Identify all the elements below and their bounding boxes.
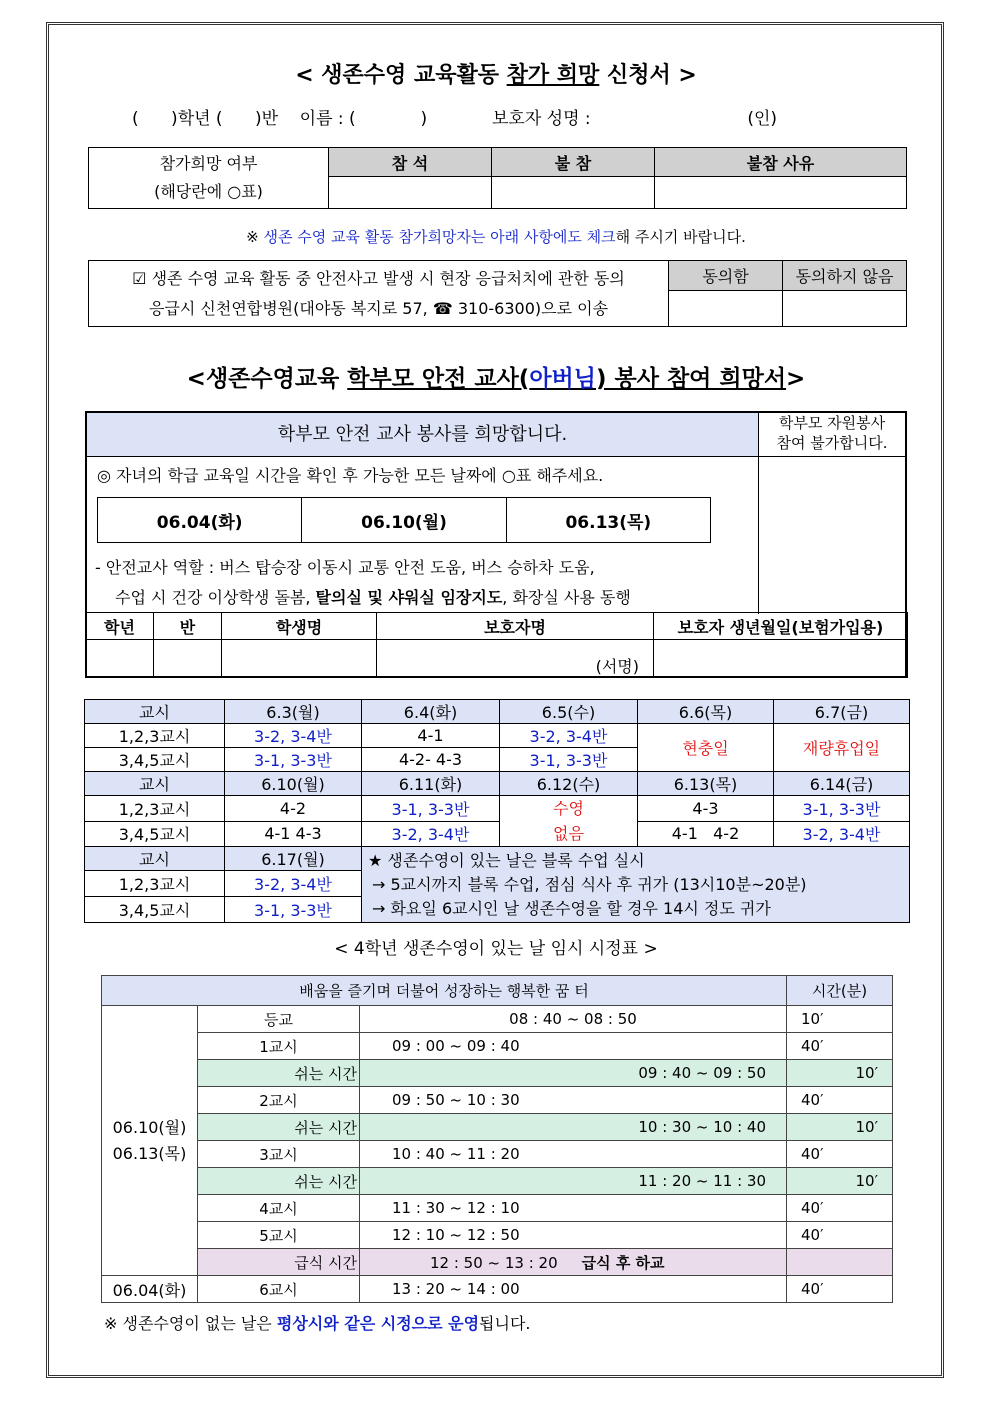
participation-table xyxy=(88,147,907,209)
date-option[interactable]: 06.13(목) xyxy=(506,498,710,543)
timetable-label: 쉬는 시간 xyxy=(198,1168,360,1195)
day-header: 6.14(금) xyxy=(774,772,910,796)
holiday-cell: 현충일 xyxy=(638,724,774,772)
disagree-cell[interactable] xyxy=(783,291,907,327)
day-header: 6.3(월) xyxy=(225,700,362,724)
timetable-dates xyxy=(102,1006,198,1276)
timetable-time: 08 : 40 ~ 08 : 50 xyxy=(360,1006,787,1033)
footer-blue: 평상시와 같은 시정으로 운영 xyxy=(276,1314,480,1333)
col-class: 반 xyxy=(154,613,222,640)
timetable-minutes: 40′ xyxy=(787,1222,893,1249)
timetable-time: 11 : 20 ~ 11 : 30 xyxy=(360,1168,787,1195)
disagree-header: 동의하지 않음 xyxy=(783,261,907,291)
volunteer-header: 학부모 안전 교사 봉사를 희망합니다. xyxy=(87,413,759,457)
period-label: 1,2,3교시 xyxy=(85,796,225,822)
timetable xyxy=(101,975,893,1303)
consent-line: 응급시 신천연합병원(대야동 복지로 57, ☎ 310-6300)으로 이송 xyxy=(148,298,609,318)
timetable-label: 1교시 xyxy=(198,1033,360,1060)
label-line: (해당란에 ○표) xyxy=(154,182,263,201)
class-schedule-table xyxy=(84,699,910,923)
notice-blue: 생존 수영 교육 활동 참가희망자는 아래 사항에도 체크 xyxy=(263,228,616,246)
lunch-time: 12 : 50 ~ 13 : 20 xyxy=(430,1253,558,1272)
period-label: 3,4,5교시 xyxy=(85,748,225,772)
timetable-date: 06.04(화) xyxy=(102,1276,198,1303)
timetable-label: 4교시 xyxy=(198,1195,360,1222)
lunch-note: 급식 후 하교 xyxy=(581,1253,665,1272)
schedule-cell: 3-1, 3-3반 xyxy=(500,748,638,772)
timetable-time: 12 : 10 ~ 12 : 50 xyxy=(360,1222,787,1249)
attend-header: 참 석 xyxy=(329,148,492,177)
guardian-cell[interactable]: (서명) xyxy=(377,640,654,678)
period-label: 1,2,3교시 xyxy=(85,871,225,897)
timetable-label: 3교시 xyxy=(198,1141,360,1168)
schedule-cell: 4-1 4-3 xyxy=(225,821,362,847)
title-underlined: 참가 희망 xyxy=(506,63,600,88)
schedule-cell: 3-2, 3-4반 xyxy=(225,724,362,748)
timetable-minutes: 10′ xyxy=(787,1006,893,1033)
title-text: < 생존수영 교육활동 xyxy=(295,63,507,88)
instruction-text: ◎ 자녀의 학급 교육일 시간을 확인 후 가능한 모든 날짜에 ○표 해주세요. xyxy=(97,466,604,485)
title-blue: 아버님 xyxy=(529,366,596,392)
note-line: ★ 생존수영이 있는 날은 블록 수업 실시 xyxy=(368,850,645,870)
footer-text: 됩니다. xyxy=(479,1314,531,1333)
timetable-minutes: 40′ xyxy=(787,1033,893,1060)
guardian-table xyxy=(85,612,908,678)
schedule-cell: 3-2, 3-4반 xyxy=(225,871,362,897)
holiday-cell: 재량휴업일 xyxy=(774,724,910,772)
timetable-time: 09 : 00 ~ 09 : 40 xyxy=(360,1033,787,1060)
period-label: 3,4,5교시 xyxy=(85,897,225,923)
timetable-footer xyxy=(104,1311,531,1334)
timetable-label: 2교시 xyxy=(198,1087,360,1114)
timetable-label: 5교시 xyxy=(198,1222,360,1249)
schedule-cell: 4-2 xyxy=(225,796,362,822)
timetable-label: 쉬는 시간 xyxy=(198,1060,360,1087)
timetable-minutes: 10′ xyxy=(787,1168,893,1195)
day-header: 6.5(수) xyxy=(500,700,638,724)
attend-cell[interactable] xyxy=(329,177,492,209)
timetable-label: 6교시 xyxy=(198,1276,360,1303)
title-text: ) 봉사 참여 희망서 xyxy=(595,366,787,392)
timetable-time: 10 : 30 ~ 10 : 40 xyxy=(360,1114,787,1141)
role-bold: 탈의실 및 샤워실 임장지도 xyxy=(315,588,503,607)
notice-tail: 해 주시기 바랍니다. xyxy=(615,228,746,246)
period-header: 교시 xyxy=(85,772,225,796)
timetable-minutes: 40′ xyxy=(787,1087,893,1114)
schedule-cell: 4-1 xyxy=(362,724,500,748)
form2-title xyxy=(0,360,992,393)
period-header: 교시 xyxy=(85,847,225,871)
col-birth: 보호자 생년월일(보험가입용) xyxy=(654,613,908,640)
timetable-caption: < 4학년 생존수영이 있는 날 임시 시정표 > xyxy=(334,939,658,959)
divider xyxy=(758,456,759,614)
schedule-cell: 3-1, 3-3반 xyxy=(362,796,500,822)
day-header: 6.7(금) xyxy=(774,700,910,724)
col-grade: 학년 xyxy=(86,613,154,640)
agree-header: 동의함 xyxy=(669,261,783,291)
schedule-cell: 3-1, 3-3반 xyxy=(225,748,362,772)
timetable-time: 13 : 20 ~ 14 : 00 xyxy=(360,1276,787,1303)
period-label: 3,4,5교시 xyxy=(85,821,225,847)
block-notes xyxy=(362,847,910,923)
role-line-1: - 안전교사 역할 : 버스 탑승장 이동시 교통 안전 도움, 버스 승하차 도움, xyxy=(95,558,595,577)
timetable-minutes: 40′ xyxy=(787,1276,893,1303)
schedule-cell: 3-2, 3-4반 xyxy=(500,724,638,748)
participation-label xyxy=(89,148,329,209)
note-line: → 화요일 6교시인 날 생존수영을 할 경우 14시 정도 귀가 xyxy=(372,898,771,918)
role-line-2 xyxy=(115,585,631,608)
schedule-cell: 4-2- 4-3 xyxy=(362,748,500,772)
schedule-cell: 3-1, 3-3반 xyxy=(774,796,910,822)
date-option[interactable]: 06.04(화) xyxy=(98,498,302,543)
schedule-cell: 3-2, 3-4반 xyxy=(774,821,910,847)
reason-header: 불참 사유 xyxy=(655,148,907,177)
date-choice-table xyxy=(97,497,711,543)
timetable-minutes: 40′ xyxy=(787,1195,893,1222)
col-student: 학생명 xyxy=(222,613,377,640)
label-line: 참가희망 여부 xyxy=(159,154,258,173)
day-header: 6.6(목) xyxy=(638,700,774,724)
period-header: 교시 xyxy=(85,700,225,724)
absent-header: 불 참 xyxy=(492,148,655,177)
agree-cell[interactable] xyxy=(669,291,783,327)
timetable-time: 09 : 40 ~ 09 : 50 xyxy=(360,1060,787,1087)
decline-line: 학부모 자원봉사 xyxy=(778,414,886,432)
day-header: 6.10(월) xyxy=(225,772,362,796)
day-header: 6.12(수) xyxy=(500,772,638,796)
timetable-lunch xyxy=(360,1249,787,1276)
volunteer-box xyxy=(85,411,907,678)
day-header: 6.4(화) xyxy=(362,700,500,724)
timetable-time: 10 : 40 ~ 11 : 20 xyxy=(360,1141,787,1168)
student-info-line: ( )학년 ( )반 이름 : ( ) 보호자 성명 : (인) xyxy=(132,109,778,129)
participation-notice xyxy=(0,226,992,247)
consent-table xyxy=(88,260,907,327)
schedule-cell: 4-1 4-2 xyxy=(638,821,774,847)
notice-mark: ※ xyxy=(246,228,264,246)
date-option[interactable]: 06.10(월) xyxy=(302,498,506,543)
grade-cell[interactable] xyxy=(86,640,154,678)
timetable-minutes: 40′ xyxy=(787,1141,893,1168)
col-guardian: 보호자명 xyxy=(377,613,654,640)
no-swim-cell xyxy=(500,796,638,847)
timetable-minutes: 10′ xyxy=(787,1060,893,1087)
date-line: 06.13(목) xyxy=(112,1143,187,1163)
day-header: 6.11(화) xyxy=(362,772,500,796)
period-label: 1,2,3교시 xyxy=(85,724,225,748)
no-swim-line: 없음 xyxy=(553,824,584,843)
schedule-cell: 3-1, 3-3반 xyxy=(225,897,362,923)
footer-text: ※ 생존수영이 없는 날은 xyxy=(104,1314,277,1333)
timetable-minutes: 10′ xyxy=(787,1114,893,1141)
title-text: > xyxy=(786,366,806,392)
title-text: <생존수영교육 xyxy=(186,366,348,392)
timetable-label: 쉬는 시간 xyxy=(198,1114,360,1141)
timetable-minutes xyxy=(787,1249,893,1276)
title-text: 학부모 안전 교사( xyxy=(347,366,530,392)
absent-cell[interactable] xyxy=(492,177,655,209)
reason-cell[interactable] xyxy=(655,177,907,209)
schedule-cell: 3-2, 3-4반 xyxy=(362,821,500,847)
class-cell[interactable] xyxy=(154,640,222,678)
title-text: 신청서 > xyxy=(599,63,697,88)
timetable-label: 급식 시간 xyxy=(198,1249,360,1276)
decline-line: 참여 불가합니다. xyxy=(776,434,888,452)
timetable-label: 등교 xyxy=(198,1006,360,1033)
timetable-header-time: 시간(분) xyxy=(787,976,893,1006)
timetable-time: 11 : 30 ~ 12 : 10 xyxy=(360,1195,787,1222)
role-text: , 화장실 사용 동행 xyxy=(502,588,631,607)
timetable-header: 배움을 즐기며 더불어 성장하는 행복한 꿈 터 xyxy=(102,976,787,1006)
birth-cell[interactable] xyxy=(654,640,908,678)
student-cell[interactable] xyxy=(222,640,377,678)
form1-title xyxy=(0,58,992,89)
date-line: 06.10(월) xyxy=(112,1117,187,1137)
consent-text xyxy=(89,261,669,327)
no-swim-line: 수영 xyxy=(553,799,584,818)
timetable-time: 09 : 50 ~ 10 : 30 xyxy=(360,1087,787,1114)
volunteer-decline-header xyxy=(759,413,905,457)
role-text: 수업 시 건강 이상학생 돌봄, xyxy=(115,588,316,607)
schedule-cell: 4-3 xyxy=(638,796,774,822)
consent-line: ☑ 생존 수영 교육 활동 중 안전사고 발생 시 현장 응급처치에 관한 동의 xyxy=(132,268,625,288)
day-header: 6.17(월) xyxy=(225,847,362,871)
note-line: → 5교시까지 블록 수업, 점심 식사 후 귀가 (13시10분~20분) xyxy=(372,874,807,894)
day-header: 6.13(목) xyxy=(638,772,774,796)
